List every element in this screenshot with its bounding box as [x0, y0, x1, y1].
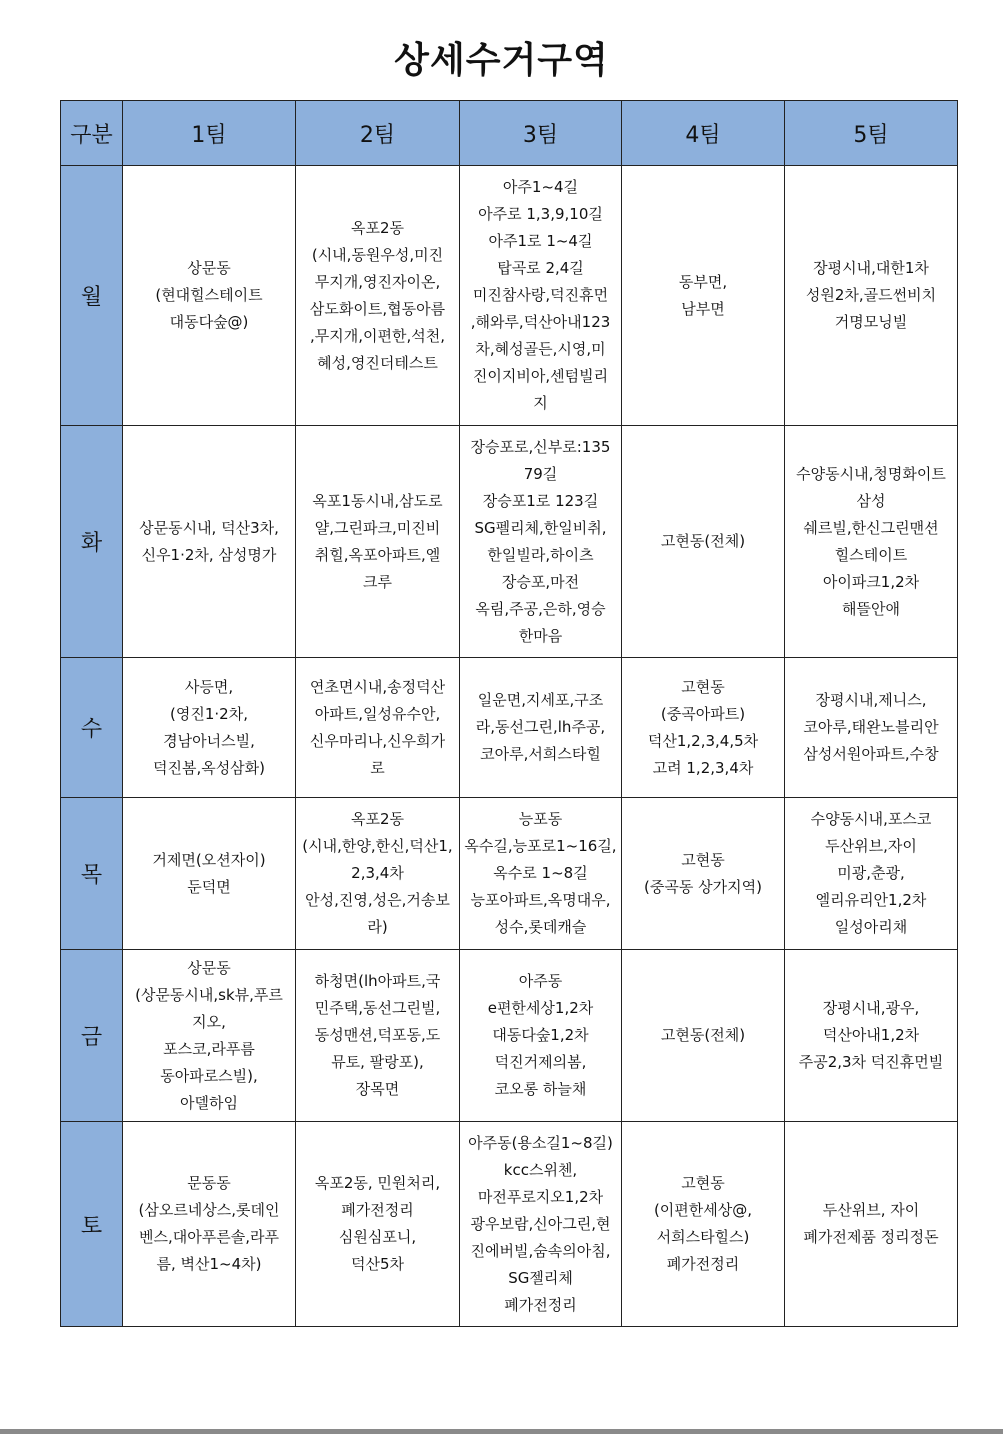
zone-text-line: 장평시내,제니스,	[815, 691, 927, 709]
zone-cell-team-2	[296, 166, 460, 426]
zone-text-line: 폐가전정리	[341, 1201, 414, 1219]
zone-text-line: 덕진거제의봄,	[494, 1053, 587, 1071]
zone-text-line: 힐스테이트	[834, 545, 908, 564]
zone-cell-team-4	[622, 658, 785, 798]
zone-cell-team-1	[123, 658, 296, 798]
zone-text-line: 벤스,대아푸른솔,라푸	[139, 1228, 279, 1246]
zone-cell-team-1	[123, 166, 296, 426]
zone-text-line: 문동동	[187, 1174, 231, 1192]
zone-text-line: 신우마리나,신우희가	[309, 731, 446, 750]
zone-text-line: 삼성	[856, 491, 886, 510]
zone-text-line: 한마음	[518, 626, 563, 645]
zone-text-line: 진에버빌,숨속의아침,	[470, 1241, 611, 1260]
header-team-5: 5팀	[785, 101, 958, 166]
zone-text-line: 능포동	[518, 810, 563, 828]
zone-text-line: 신우1·2차, 삼성명가	[141, 545, 277, 564]
zone-text-line: 진이지비아,센텀빌리	[472, 367, 609, 385]
zone-text-line: 아파트,일성유수안,	[314, 704, 441, 723]
zone-cell-team-2	[296, 426, 460, 658]
zone-text-line: 능포아파트,옥명대우,	[470, 891, 611, 909]
zone-text-line: e편한세상1,2차	[487, 999, 594, 1017]
zone-text-line: 장목면	[355, 1080, 400, 1098]
zone-text-line: 주공2,3차 덕진휴먼빌	[798, 1053, 944, 1071]
day-label: 화	[61, 426, 123, 658]
zone-text-line: 고현동	[681, 677, 725, 696]
header-category: 구분	[61, 101, 123, 166]
table-row	[61, 798, 958, 950]
zone-text-line: 폐가전정리	[666, 1255, 740, 1273]
zone-text-line: 덕산아내1,2차	[822, 1026, 920, 1044]
header-row	[61, 101, 958, 166]
zone-cell-team-5	[785, 426, 958, 658]
zone-text-line: 고현동	[681, 1174, 725, 1192]
zone-text-line: (삼오르네상스,롯데인	[138, 1201, 280, 1219]
zone-text-line: 코아루,태완노블리안	[803, 718, 939, 736]
day-label: 토	[61, 1122, 123, 1327]
zone-cell-team-4	[622, 950, 785, 1122]
zone-text-line: 크루	[363, 572, 392, 591]
zone-text-line: 차,혜성골든,시영,미	[475, 340, 606, 358]
zone-text-line: 라)	[367, 918, 388, 936]
zone-text-line: 지오,	[192, 1012, 226, 1031]
zone-text-line: 서희스타힐스)	[656, 1228, 750, 1246]
zone-text-line: 아이파크1,2차	[822, 572, 920, 591]
zone-text-line: 삼성서원아파트,수창	[803, 745, 939, 763]
table-row	[61, 1122, 958, 1327]
zone-cell-team-2	[296, 950, 460, 1122]
zone-cell-team-2	[296, 798, 460, 950]
zone-text-line: 옥수로 1~8길	[493, 864, 588, 882]
zone-text-line: ,해와루,덕산아내123	[470, 313, 611, 331]
zone-text-line: 상문동	[187, 259, 231, 277]
zone-cell-team-4	[622, 1122, 785, 1327]
zone-text-line: 성수,롯데캐슬	[494, 918, 587, 936]
zone-text-line: 장평시내,광우,	[822, 999, 920, 1017]
zone-cell-team-3	[460, 798, 622, 950]
zone-text-line: (시내,동원우성,미진	[311, 245, 444, 264]
zone-text-line: 무지개,영진자이온,	[314, 272, 441, 291]
zone-cell-team-1	[123, 798, 296, 950]
zone-text-line: 거명모닝빌	[834, 313, 908, 331]
zone-cell-team-5	[785, 1122, 958, 1327]
zone-text-line: 아주동(용소길1~8길)	[468, 1133, 613, 1152]
page-bottom-border	[0, 1429, 1003, 1434]
zone-text-line: 민주택,동선그린빌,	[314, 999, 441, 1017]
zone-text-line: 장승포,마전	[501, 572, 580, 591]
zone-text-line: (영진1·2차,	[170, 704, 248, 723]
zone-text-line: ,무지개,이편한,석천,	[310, 326, 445, 345]
header-team-3: 3팀	[460, 101, 622, 166]
zone-text-line: 옥포2동, 민원처리,	[314, 1174, 441, 1192]
zone-text-line: 코아루,서희스타힐	[480, 745, 601, 763]
zone-text-line: 거제면(오션자이)	[152, 850, 266, 869]
day-label: 금	[61, 950, 123, 1122]
zone-text-line: 두산위브,자이	[825, 837, 917, 855]
day-label: 월	[61, 166, 123, 426]
zone-text-line: 장승포1로 123길	[482, 491, 599, 510]
zone-text-line: 하청면(lh아파트,국	[314, 972, 441, 990]
zone-cell-team-3	[460, 1122, 622, 1327]
zone-cell-team-1	[123, 426, 296, 658]
zone-cell-team-3	[460, 950, 622, 1122]
zone-text-line: 연초면시내,송정덕산	[309, 677, 446, 696]
zone-text-line: 고현동	[681, 850, 725, 869]
zone-text-line: 취힐,옥포아파트,엘	[314, 545, 441, 564]
zone-text-line: 2,3,4차	[351, 864, 404, 882]
zone-text-line: 옥포2동	[350, 810, 404, 828]
zone-text-line: 사등면,	[184, 677, 234, 696]
zone-text-line: (이편한세상@,	[653, 1201, 753, 1219]
zone-cell-team-3	[460, 166, 622, 426]
zone-text-line: 로	[370, 758, 385, 777]
zone-text-line: 쉐르빌,한신그린맨션	[803, 518, 939, 537]
zone-text-line: 미진참사랑,덕진휴먼	[472, 286, 609, 304]
zone-text-line: 얄,그린파크,미진비	[314, 518, 441, 537]
zone-cell-team-3	[460, 426, 622, 658]
zone-text-line: 상문동	[187, 958, 231, 977]
zone-text-line: 수양동시내,포스코	[810, 810, 932, 828]
zone-text-line: 두산위브, 자이	[822, 1201, 920, 1219]
zone-text-line: 포스코,라푸름	[163, 1039, 255, 1058]
table-row	[61, 426, 958, 658]
zone-text-line: 마전푸로지오1,2차	[477, 1187, 604, 1206]
zone-text-line: 일운면,지세포,구조	[477, 691, 604, 709]
zone-text-line: 라,동선그린,lh주공,	[475, 718, 606, 736]
zone-text-line: (중곡아파트)	[660, 704, 746, 723]
header-team-1: 1팀	[123, 101, 296, 166]
zone-text-line: 심원심포니,	[338, 1228, 417, 1246]
zone-text-line: 코오롱 하늘채	[494, 1080, 587, 1098]
zone-text-line: 옥수길,능포로1~16길,	[464, 837, 617, 855]
zone-text-line: 고현동(전체)	[660, 1026, 746, 1044]
zone-text-line: 폐가전정리	[504, 1295, 577, 1314]
zone-text-line: 아델하임	[180, 1093, 238, 1112]
zone-text-line: (중곡동 상가지역)	[644, 877, 762, 896]
zone-text-line: 탑곡로 2,4길	[497, 259, 584, 277]
zone-text-line: 안성,진영,성은,거송보	[305, 891, 450, 909]
zone-text-line: 장평시내,대한1차	[813, 259, 929, 277]
zone-text-line: 상문동시내, 덕산3차,	[139, 518, 279, 537]
zone-text-line: 일성아리채	[834, 918, 908, 936]
zone-text-line: kcc스위첸,	[503, 1160, 578, 1179]
zone-text-line: 아주1~4길	[502, 178, 579, 196]
zone-text-line: 한일빌라,하이츠	[487, 545, 594, 564]
zone-text-line: (상문동시내,sk뷰,푸르	[135, 985, 283, 1004]
zone-text-line: 고려 1,2,3,4차	[652, 758, 754, 777]
zone-cell-team-3	[460, 658, 622, 798]
table-row	[61, 950, 958, 1122]
zone-text-line: (시내,한양,한신,덕산1,	[302, 837, 453, 855]
zone-text-line: 수양동시내,청명화이트	[796, 464, 946, 483]
collection-zone-table	[60, 100, 958, 1327]
zone-text-line: 남부면	[681, 299, 725, 318]
zone-text-line: 뮤토, 팔랑포),	[331, 1053, 424, 1071]
zone-text-line: 대동다숲@)	[169, 313, 249, 331]
zone-text-line: 엘리유리안1,2차	[815, 891, 927, 909]
zone-cell-team-5	[785, 950, 958, 1122]
zone-text-line: 동성맨션,덕포동,도	[314, 1026, 441, 1044]
zone-text-line: 미광,춘광,	[837, 864, 905, 882]
zone-text-line: 동부면,	[678, 272, 728, 291]
zone-cell-team-5	[785, 798, 958, 950]
zone-text-line: 폐가전제품 정리정돈	[803, 1228, 939, 1246]
day-label: 목	[61, 798, 123, 950]
zone-cell-team-2	[296, 1122, 460, 1327]
zone-text-line: 삼도화이트,협동아름	[309, 299, 446, 318]
zone-text-line: 지	[533, 394, 548, 412]
zone-text-line: SG펠리체,한일비취,	[474, 518, 607, 537]
zone-text-line: 장승포로,신부로:135	[470, 437, 611, 456]
zone-cell-team-2	[296, 658, 460, 798]
zone-text-line: 해뜰안애	[842, 599, 900, 618]
zone-text-line: 동아파로스빌),	[160, 1066, 258, 1085]
zone-text-line: (현대힐스테이트	[155, 286, 263, 304]
zone-text-line: 덕산1,2,3,4,5차	[647, 731, 759, 750]
zone-text-line: 덕산5차	[350, 1255, 404, 1273]
zone-text-line: 옥포2동	[350, 218, 404, 237]
zone-cell-team-1	[123, 1122, 296, 1327]
zone-text-line: 79길	[523, 464, 558, 483]
page-title: 상세수거구역	[394, 40, 609, 81]
zone-cell-team-4	[622, 166, 785, 426]
zone-cell-team-1	[123, 950, 296, 1122]
zone-text-line: 옥림,주공,은하,영승	[475, 599, 606, 618]
zone-text-line: 덕진봄,옥성삼화)	[152, 758, 266, 777]
zone-text-line: 성원2차,골드썬비치	[805, 286, 937, 304]
header-team-4: 4팀	[622, 101, 785, 166]
zone-cell-team-4	[622, 798, 785, 950]
zone-text-line: 옥포1동시내,삼도로	[312, 491, 443, 510]
zone-cell-team-5	[785, 166, 958, 426]
zone-text-line: 고현동(전체)	[660, 532, 746, 550]
table-row	[61, 166, 958, 426]
zone-text-line: 름, 벽산1~4차)	[156, 1255, 262, 1273]
zone-text-line: 아주동	[518, 972, 563, 990]
zone-text-line: 혜성,영진더테스트	[317, 353, 438, 372]
table-row	[61, 658, 958, 798]
zone-text-line: 아주로 1,3,9,10길	[478, 205, 603, 223]
zone-cell-team-5	[785, 658, 958, 798]
zone-text-line: SG젤리체	[508, 1268, 573, 1287]
day-label: 수	[61, 658, 123, 798]
zone-text-line: 둔덕면	[187, 877, 231, 896]
zone-text-line: 경남아너스빌,	[163, 731, 255, 750]
zone-text-line: 아주1로 1~4길	[488, 232, 593, 250]
zone-cell-team-4	[622, 426, 785, 658]
header-team-2: 2팀	[296, 101, 460, 166]
zone-text-line: 광우보람,신아그린,현	[470, 1214, 611, 1233]
zone-text-line: 대동다숲1,2차	[492, 1026, 589, 1044]
